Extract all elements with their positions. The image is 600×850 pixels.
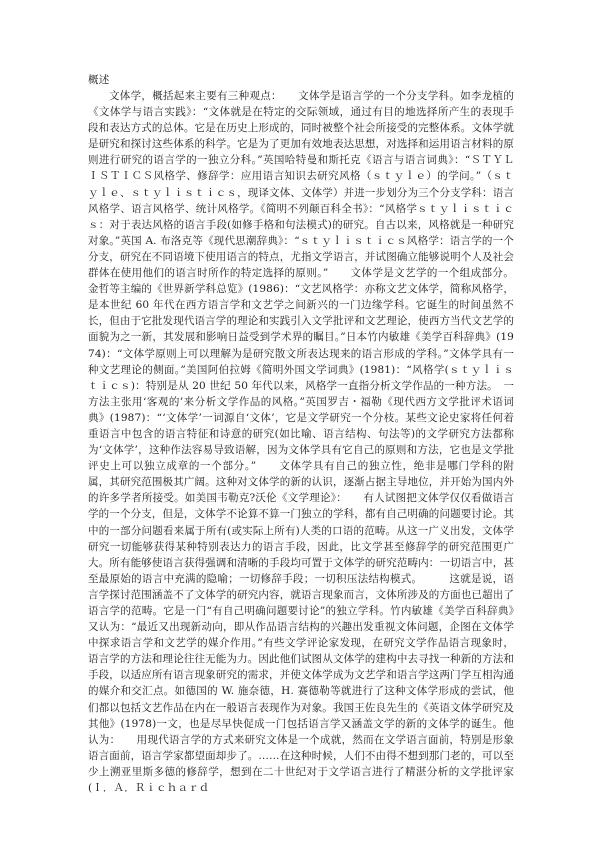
body-paragraph: 文体学，概括起来主要有三种观点： 文体学是语言学的一个分支学科。如李龙植的《文体学与语言实践》：“文体就是在特定的交际领域，通过有目的地选择所产生的表现手段和表达方式的总体。它是在历史上形成的，同时被整个社会所接受的完整体系。文体学就是研究和探讨这些体系的科学。它是为了更加有效地表达思想，对选择和运用语言材料的原则进行研究的语言学的一独立分科。”英国哈特曼和斯托克《语言与语言词典》：“ＳＴＹＬＩＳＴＩＣＳ风格学、修辞学：应用语言知识去研究风格（ｓｔｙｌｅ）的学问。”（ｓｔｙｌｅ、ｓｔｙｌｉｓｔｉｃｓ，现译文体、文体学）并进一步划分为三个分支学科：语言风格学、语言风格学、统计风格学。《简明不列颠百科全书》：“风格学ｓｔｙｌｉｓｔｉｃｓ：对于表达风格的语言手段(如修手格和句法模式)的研究。自古以来，风格就是一种研究对象。”英国 A. 布洛克等《现代思潮辞典》：“ｓｔｙｌｉｓｔｉｃｓ风格学：语言学的一个分支，研究在不同语境下使用语言的特点，尤指文学语言，并试图确立能够说明个人及社会群体在使用他们的语言时所作的特定选择的原则。” 文体学是文艺学的一个组成部分。金哲等主编的《世界新学科总览》(1986)：“文艺风格学：亦称文艺文体学，简称风格学，是本世纪 60 年代在西方语言学和文艺学之间新兴的一门边缘学科。它诞生的时间虽然不长，但由于它批发现代语言学的理论和实践引入文学批评和文艺理论，使西方当代文艺学的面貌为之一新，其发展和影响日益受到学术界的瞩目。”日本竹内敏雄《美学百科辞典》(1974)：“文体学原则上可以理解为是研究散文所表达现来的语言形成的学科。”文体学具有一种文艺理论的侧面。”美国阿伯拉姆《简明外国文学词典》(1981)：“风格学(ｓｔｙｌｉｓｔｉｃｓ)：特别是从 20 世纪 50 年代以来，风格学一直指分析文学作品的一种方法。 一方法主张用‘客观的’来分析文学作品的风格。”英国罗吉・福勒《现代西方文学批评术语词典》(1987)：“‘文体学’一词源自‘文体’，它是文学研究一个分枝。某些文论史家将任何着重语言中包含的语言特征和诗意的研究(如比喻、语言结构、句法等)的文学研究方法都称为‘文体学’，这种作法容易导致语解，因为文体学具有它自己的原则和方法，它也是文学批评史上可以独立成章的一个部分。” 文体学具有自己的独立性，绝非是哪门学科的附属，其研究范围极其广阔。这种对文体学的新的认识，逐渐占据主导地位，并开始为国内外的许多学者所接受。如美国韦勒克?沃伦《文学理论》： 有人试图把文体学仅仅看做语言学的一个分支，但是，文体学不论算不算一门独立的学科，都有自己明确的问题要讨论。其中的一部分问题看来属于所有(或实际上所有)人类的口语的范畴。从这一广义出发，文体学研究一切能够获得某种特别表达力的语言手段，因此，比文学甚至修辞学的研究范围更广大。所有能够使语言获得强调和清晰的手段均可置于文体学的研究范畴内：一切语言中，甚至最原始的语言中充满的隐喻；一切修辞手段；一切积压法结构模式。 这就是说，语言学探讨范围涵盖不了文体学的研究内容，就语言现象而言，文体所涉及的方面也已超出了语言学的范畴。它是一门“有自己明确问题要讨论”的独立学科。竹内敏雄《美学百科辞典》又认为：“最近又出现新动向，即从作品语言结构的兴趣出发重视文体问题，企图在文体学中探求语言学和文艺学的媒介作用。”有些文学评论家发现，在研究文学作品语言现象时，语言学的方法和理论往往无能为力。因此他们试图从文体学的建构中去寻找一种新的方法和手段，以适应所有语言现象研究的需求，并使文体学成为文艺学和语言学这两门学互相沟通的媒介和交汇点。如德国的 W. 施奈德，H. 赛德勒等就进行了这种文体学形成的尝试，他们都以包括文艺作品在内在一般语言表现作为对象。我国王佐良先生的《英语文体学研究及其他》(1978)一文，也是尽早快促成一门包括语言学又涵盖文学的新的文体学的诞生。他认为： 用现代语言学的方式来研究文体是一个成就，然而在文学语言面前，特别是形象语言面前，语言学家都望面却步了。……在这种时候，人们不由得不想到那门老的，可以至少上溯亚里斯多德的修辞学，想到在二十世纪对于文学语言进行了精湛分析的文学批评家(Ｉ．Ａ．Ｒｉｃｈａｒｄ <box>88 90 514 795</box>
section-heading: 概述 <box>88 74 110 86</box>
